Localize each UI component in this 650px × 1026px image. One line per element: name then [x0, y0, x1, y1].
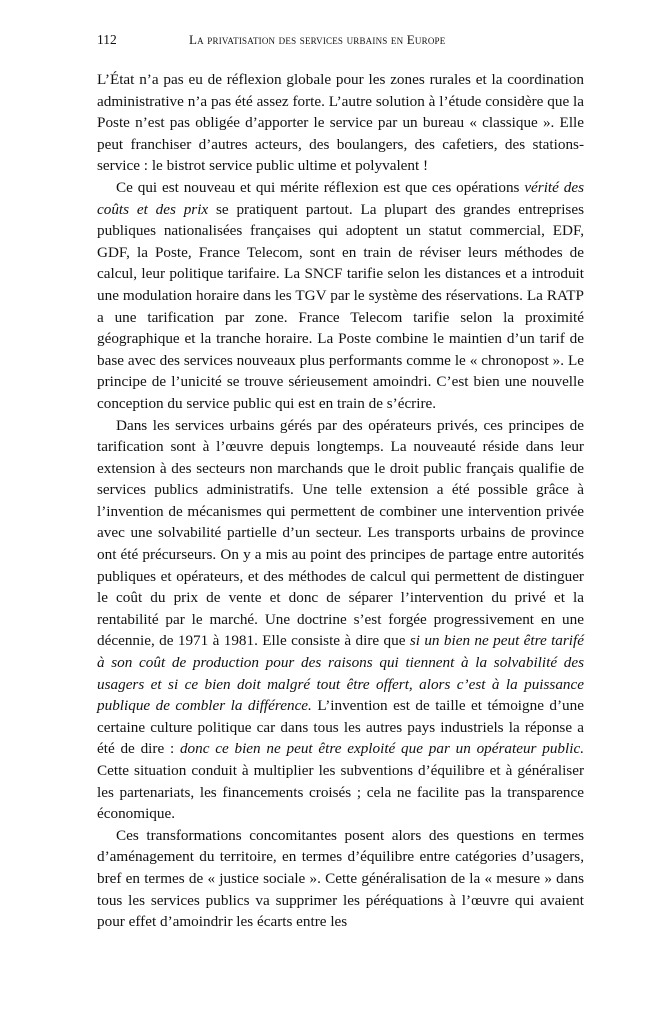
body-text — [97, 69, 584, 933]
paragraph — [97, 177, 584, 415]
text-run: L’État n’a pas eu de réflexion globale pour les zones rurales et la coordination administrative n’a pas été assez forte. L’autre solution à l’étude considère que la Poste n’est pas obligée d’apporter le service par un bureau « classique ». Elle peut franchiser d’autres acteurs, des boulangers, des cafetiers, des stations-service : le bistrot service public ultime et polyvalent ! — [97, 71, 584, 175]
paragraph — [97, 825, 584, 933]
italic-text: donc ce bien ne peut être exploité que par un opérateur public. — [179, 740, 584, 758]
text-run: Ce qui est nouveau et qui mérite réflexion est que ces opérations — [116, 178, 525, 196]
italic-text: si un bien ne peut être tarifé à son coût de production pour des raisons qui tiennent à la solvabilité des usagers et si ce bien doit malgré tout être offert, alors c’est à la puissance publique de combler la différence. — [97, 632, 584, 715]
text-run: se pratiquent partout. La plupart des grandes entreprises publiques nationalisées françaises qui adoptent un statut commercial, EDF, GDF, la Poste, France Telecom, sont en train de réviser leurs méthodes de calcul, leur politique tarifaire. La SNCF tarifie selon les distances et a introduit une modulation horaire dans les TGV par le système des réservations. La RATP a une tarification par zone. France Telecom tarifie selon la proximité géographique et la tranche horaire. La Poste combine le maintien d’un tarif de base avec des services nouveaux plus performants comme le « chronopost ». Le principe de l’unicité se trouve sérieusement amoindri. C’est bien une nouvelle conception du service public qui est en train de s’écrire. — [97, 200, 584, 412]
text-run: Cette situation conduit à multiplier les subventions d’équilibre et à généraliser les partenariats, les financements croisés ; cela ne facilite pas la transparence économique. — [97, 762, 584, 823]
running-title: La privatisation des services urbains en Europe — [189, 32, 446, 47]
text-run: Dans les services urbains gérés par des opérateurs privés, ces principes de tarification sont à l’œuvre depuis longtemps. La nouveauté réside dans leur extension à des secteurs non marchands que le droit public français qualifie de services publics administratifs. Une telle extension a été possible grâce à l’invention de mécanismes qui permettent de combiner une intervention privée avec une solvabilité partielle d’un secteur. Les transports urbains de province ont été précurseurs. On y a mis au point des principes de partage entre autorités publiques et opérateurs, et des méthodes de calcul qui permettent de distinguer le coût du prix de vente et donc de séparer l’intervention du privé et la rentabilité par le marché. Une doctrine s’est forgée progressivement en une décennie, de 1971 à 1981. Elle consiste à dire que — [97, 416, 584, 650]
page-header — [97, 32, 567, 52]
page-number: 112 — [97, 32, 117, 47]
text-run: L’invention est de taille et témoigne d’une certaine culture politique car dans tous les autres pays industriels la réponse a été de dire : — [97, 697, 584, 758]
paragraph — [97, 415, 584, 825]
paragraph — [97, 69, 584, 177]
italic-text: vérité des coûts et des prix — [97, 178, 584, 218]
text-run: Ces transformations concomitantes posent alors des questions en termes d’aménagement du territoire, en termes d’équilibre entre catégories d’usagers, bref en termes de « justice sociale ». Cette généralisation de la « mesure » dans tous les services publics va supprimer les péréquations à l’œuvre qui avaient pour effet d’amoindrir les écarts entre les — [97, 826, 584, 931]
